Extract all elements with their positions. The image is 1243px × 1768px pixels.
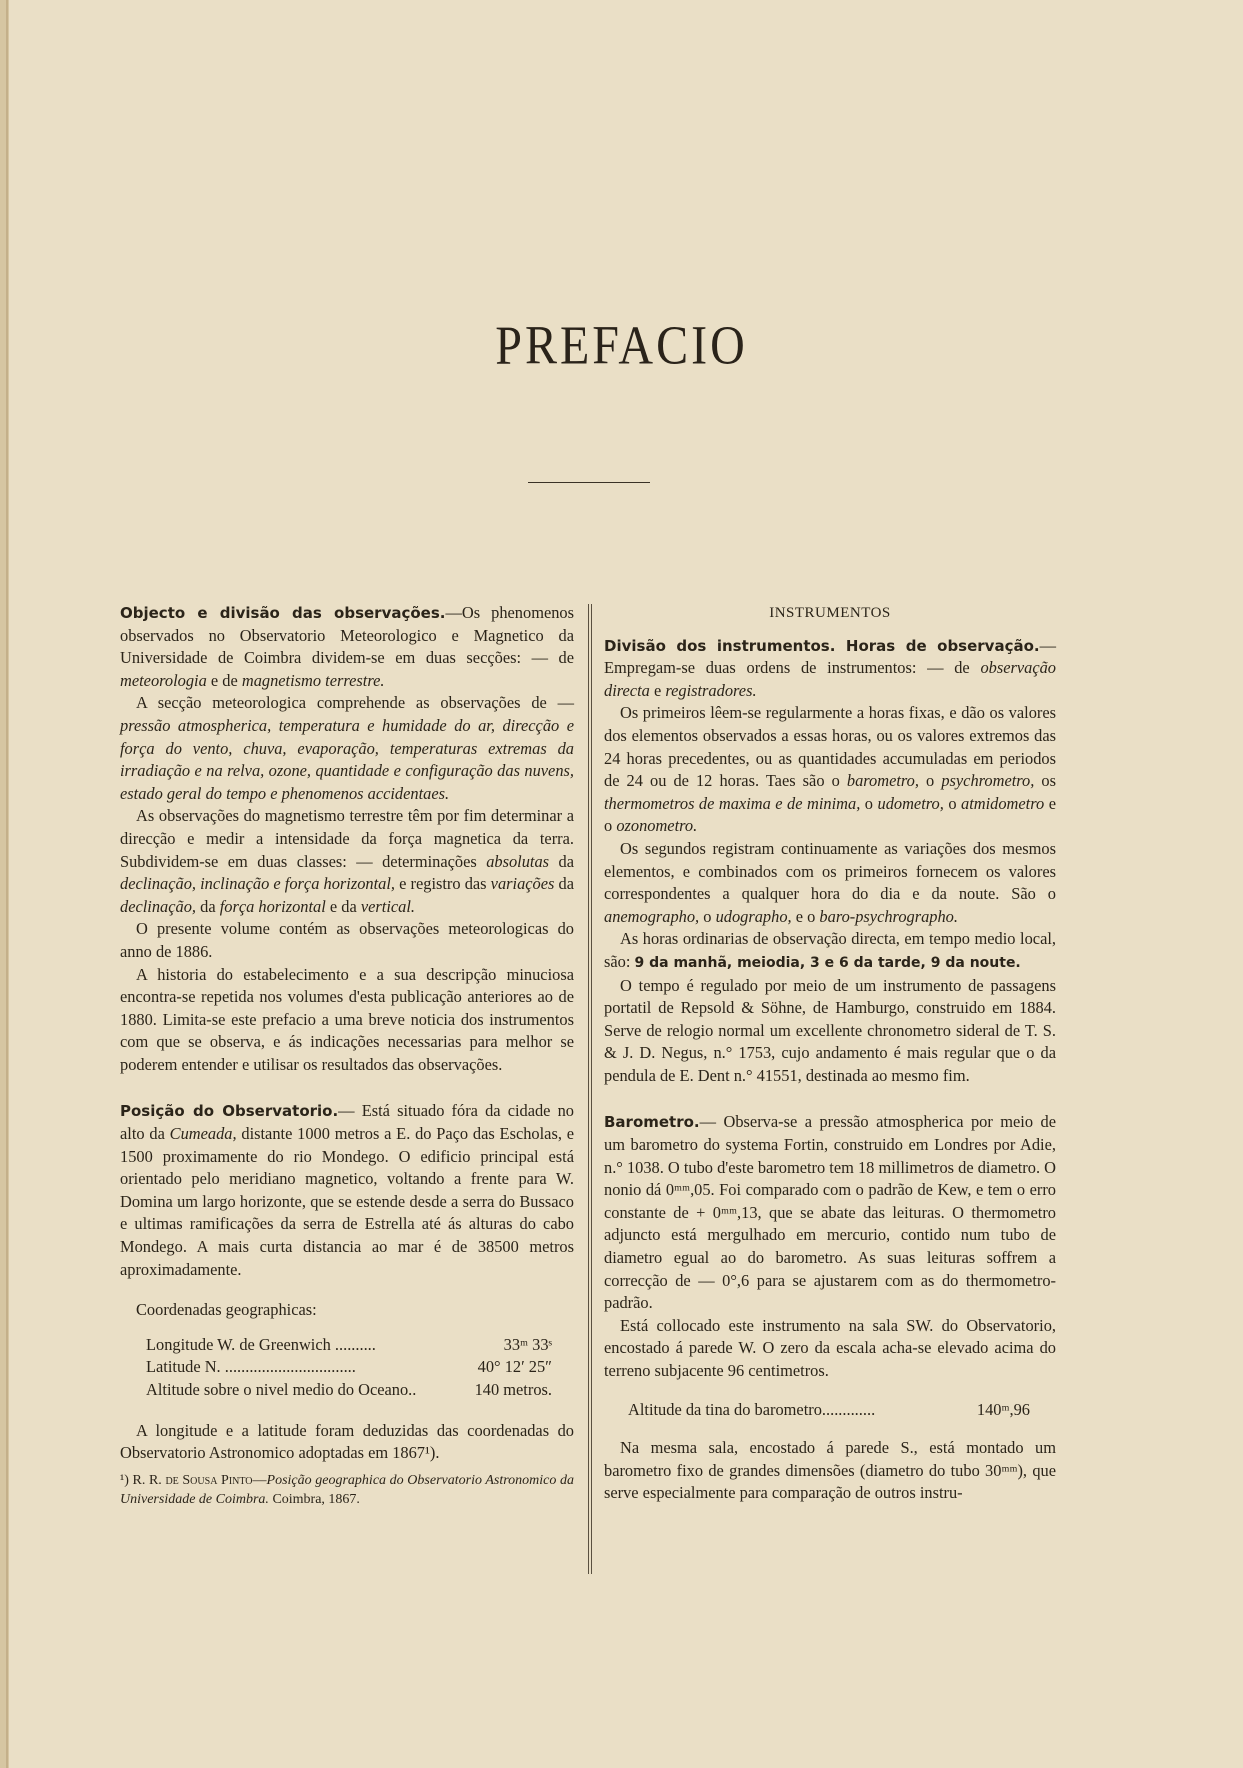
- paragraph-tempo: O tempo é regulado por meio de um instrumento de passagens portatil de Repsold & Söhne, de Hamburgo, construido em 1884. Serve de relogio normal um excellente chronometro sideral de T. S. & J. D. Negus, n.° 1753, cujo andamento é mais regular que o da pendula de E. Dent n.° 41551, destinada ao mesmo fim.: [604, 975, 1056, 1085]
- page-title: PREFACIO: [495, 315, 748, 376]
- paragraph-divisao-instrumentos: Divisão dos instrumentos. Horas de observação.— Empregam-se duas ordens de instrumentos: — de observação directa e registradores.: [604, 635, 1056, 700]
- column-separator: [588, 604, 589, 1574]
- paragraph-presente-volume: O presente volume contém as observações meteorologicas do anno de 1886.: [120, 919, 574, 961]
- paragraph-posicao: Posição do Observatorio.— Está situado fóra da cidade no alto da Cumeada, distante 1000 metros a E. do Paço das Escholas, e 1500 proximamente do rio Mondego. O edificio principal está orientado pelo meridiano magnetico, voltando a frente para W. Domina um largo horizonte, que se estende desde a serra do Bussaco e ultimas ramificações da serra de Estrella até ás alturas do cabo Mondego. A mais curta distancia ao mar é de 38500 metros aproximadamente.: [120, 1101, 574, 1279]
- paragraph-magnetismo: As observações do magnetismo terrestre têm por fim determinar a direcção e medir a intensidade da força magnetica da terra. Subdividem-se em duas classes: — determinações absolutas da declinação, inclinação e força horizontal, e registro das variações da declinação, da força horizontal e da vertical.: [120, 806, 575, 916]
- section-heading-posicao: Posição do Observatorio.: [120, 1102, 339, 1121]
- section-heading-barometro: Barometro.: [604, 1113, 700, 1132]
- paragraph-horas: As horas ordinarias de observação directa, em tempo medio local, são: 9 da manhã, meiodia, 3 e 6 da tarde, 9 da noute.: [604, 929, 1056, 971]
- paragraph-segundos: Os segundos registram continuamente as variações dos mesmos elementos, e combinados com os primeiros fornecem os valores correspondentes a qualquer hora do dia e da noute. São o anemographo, o udographo, e o baro-psychrographo.: [604, 838, 1056, 926]
- footnote: ¹) R. R. de Sousa Pinto—Posição geographica do Observatorio Astronomico da Universidade de Coimbra. Coimbra, 1867.: [120, 1472, 574, 1507]
- coordinates-title: Coordenadas geographicas:: [136, 1300, 317, 1320]
- paragraph-longitude: A longitude e a latitude foram deduzidas das coordenadas do Observatorio Astronomico adoptadas em 1867¹).: [120, 1420, 574, 1463]
- paragraph-collocado: Está collocado este instrumento na sala SW. do Observatorio, encostado á parede W. O zero da escala acha-se elevado acima do terreno subjacente 96 centimetros.: [604, 1315, 1056, 1380]
- section-heading-objecto: Objecto e divisão das observações.: [120, 604, 446, 622]
- paragraph-objecto: Objecto e divisão das observações.—Os phenomenos observados no Observatorio Meteorologico e Magnetico da Universidade de Coimbra dividem-se em duas secções: — de meteorologia e de magnetismo terrestre.: [120, 603, 574, 690]
- paragraph-seccao-meteorologica: A secção meteorologica comprehende as observações de — pressão atmospherica, temperatura e humidade do ar, direcção e força do vento, chuva, evaporação, temperaturas extremas da irradiação e na relva, ozone, quantidade e configuração das nuvens, estado geral do tempo e phenomenos accidentaes.: [120, 693, 574, 803]
- section-heading-instrumentos: INSTRUMENTOS: [769, 605, 891, 621]
- right-column: [604, 602, 1056, 1505]
- left-column: [120, 602, 574, 1509]
- page-edge-line: [6, 0, 8, 1768]
- paragraph-historia: A historia do estabelecimento e a sua descripção minuciosa encontra-se repetida nos volumes d'esta publicação anteriores ao de 1880. Limita-se este prefacio a uma breve noticia dos instrumentos com que se observa, e ás indicações necessarias para melhor se poderem entender e utilisar os resultados das observações.: [120, 964, 574, 1074]
- column-separator-double: [591, 604, 592, 1574]
- paragraph-barometro: Barometro.— Observa-se a pressão atmospherica por meio de um barometro do systema Fortin, construido em Londres por Adie, n.° 1038. O tubo d'este barometro tem 18 millimetros de diametro. O nonio dá 0ᵐᵐ,05. Foi comparado com o padrão de Kew, e tem o erro constante de + 0ᵐᵐ,13, que se abate das leituras. O thermometro adjuncto está mergulhado em mercurio, contido num tubo de diametro egual ao do barometro. As suas leituras soffrem a correcção de — 0°,6 para se ajustarem com as do thermometro-padrão.: [604, 1112, 1056, 1313]
- coordinate-row: Latitude N. ................................ 40° 12′ 25″: [146, 1357, 552, 1377]
- coordinate-row: Altitude sobre o nivel medio do Oceano.. 140 metros.: [146, 1380, 552, 1399]
- paragraph-mesma-sala: Na mesma sala, encostado á parede S., está montado um barometro fixo de grandes dimensões (diametro do tubo 30ᵐᵐ), que serve especialmente para comparação de outros instru-: [604, 1438, 1056, 1503]
- title-rule: [528, 482, 650, 483]
- altitude-row: Altitude da tina do barometro............. 140ᵐ,96: [628, 1399, 1030, 1419]
- section-heading-divisao: Divisão dos instrumentos. Horas de observação.: [604, 636, 1040, 655]
- coordinate-row: Longitude W. de Greenwich .......... 33ᵐ 33ˢ: [146, 1334, 552, 1354]
- paragraph-primeiros: Os primeiros lêem-se regularmente a horas fixas, e dão os valores dos elementos observados a essas horas, ou os valores extremos das 24 horas precedentes, ou as quantidades accumuladas em periodos de 24 ou de 12 horas. Taes são o barometro, o psychrometro, os thermometros de maxima e de minima, o udometro, o atmidometro e o ozonometro.: [604, 703, 1056, 836]
